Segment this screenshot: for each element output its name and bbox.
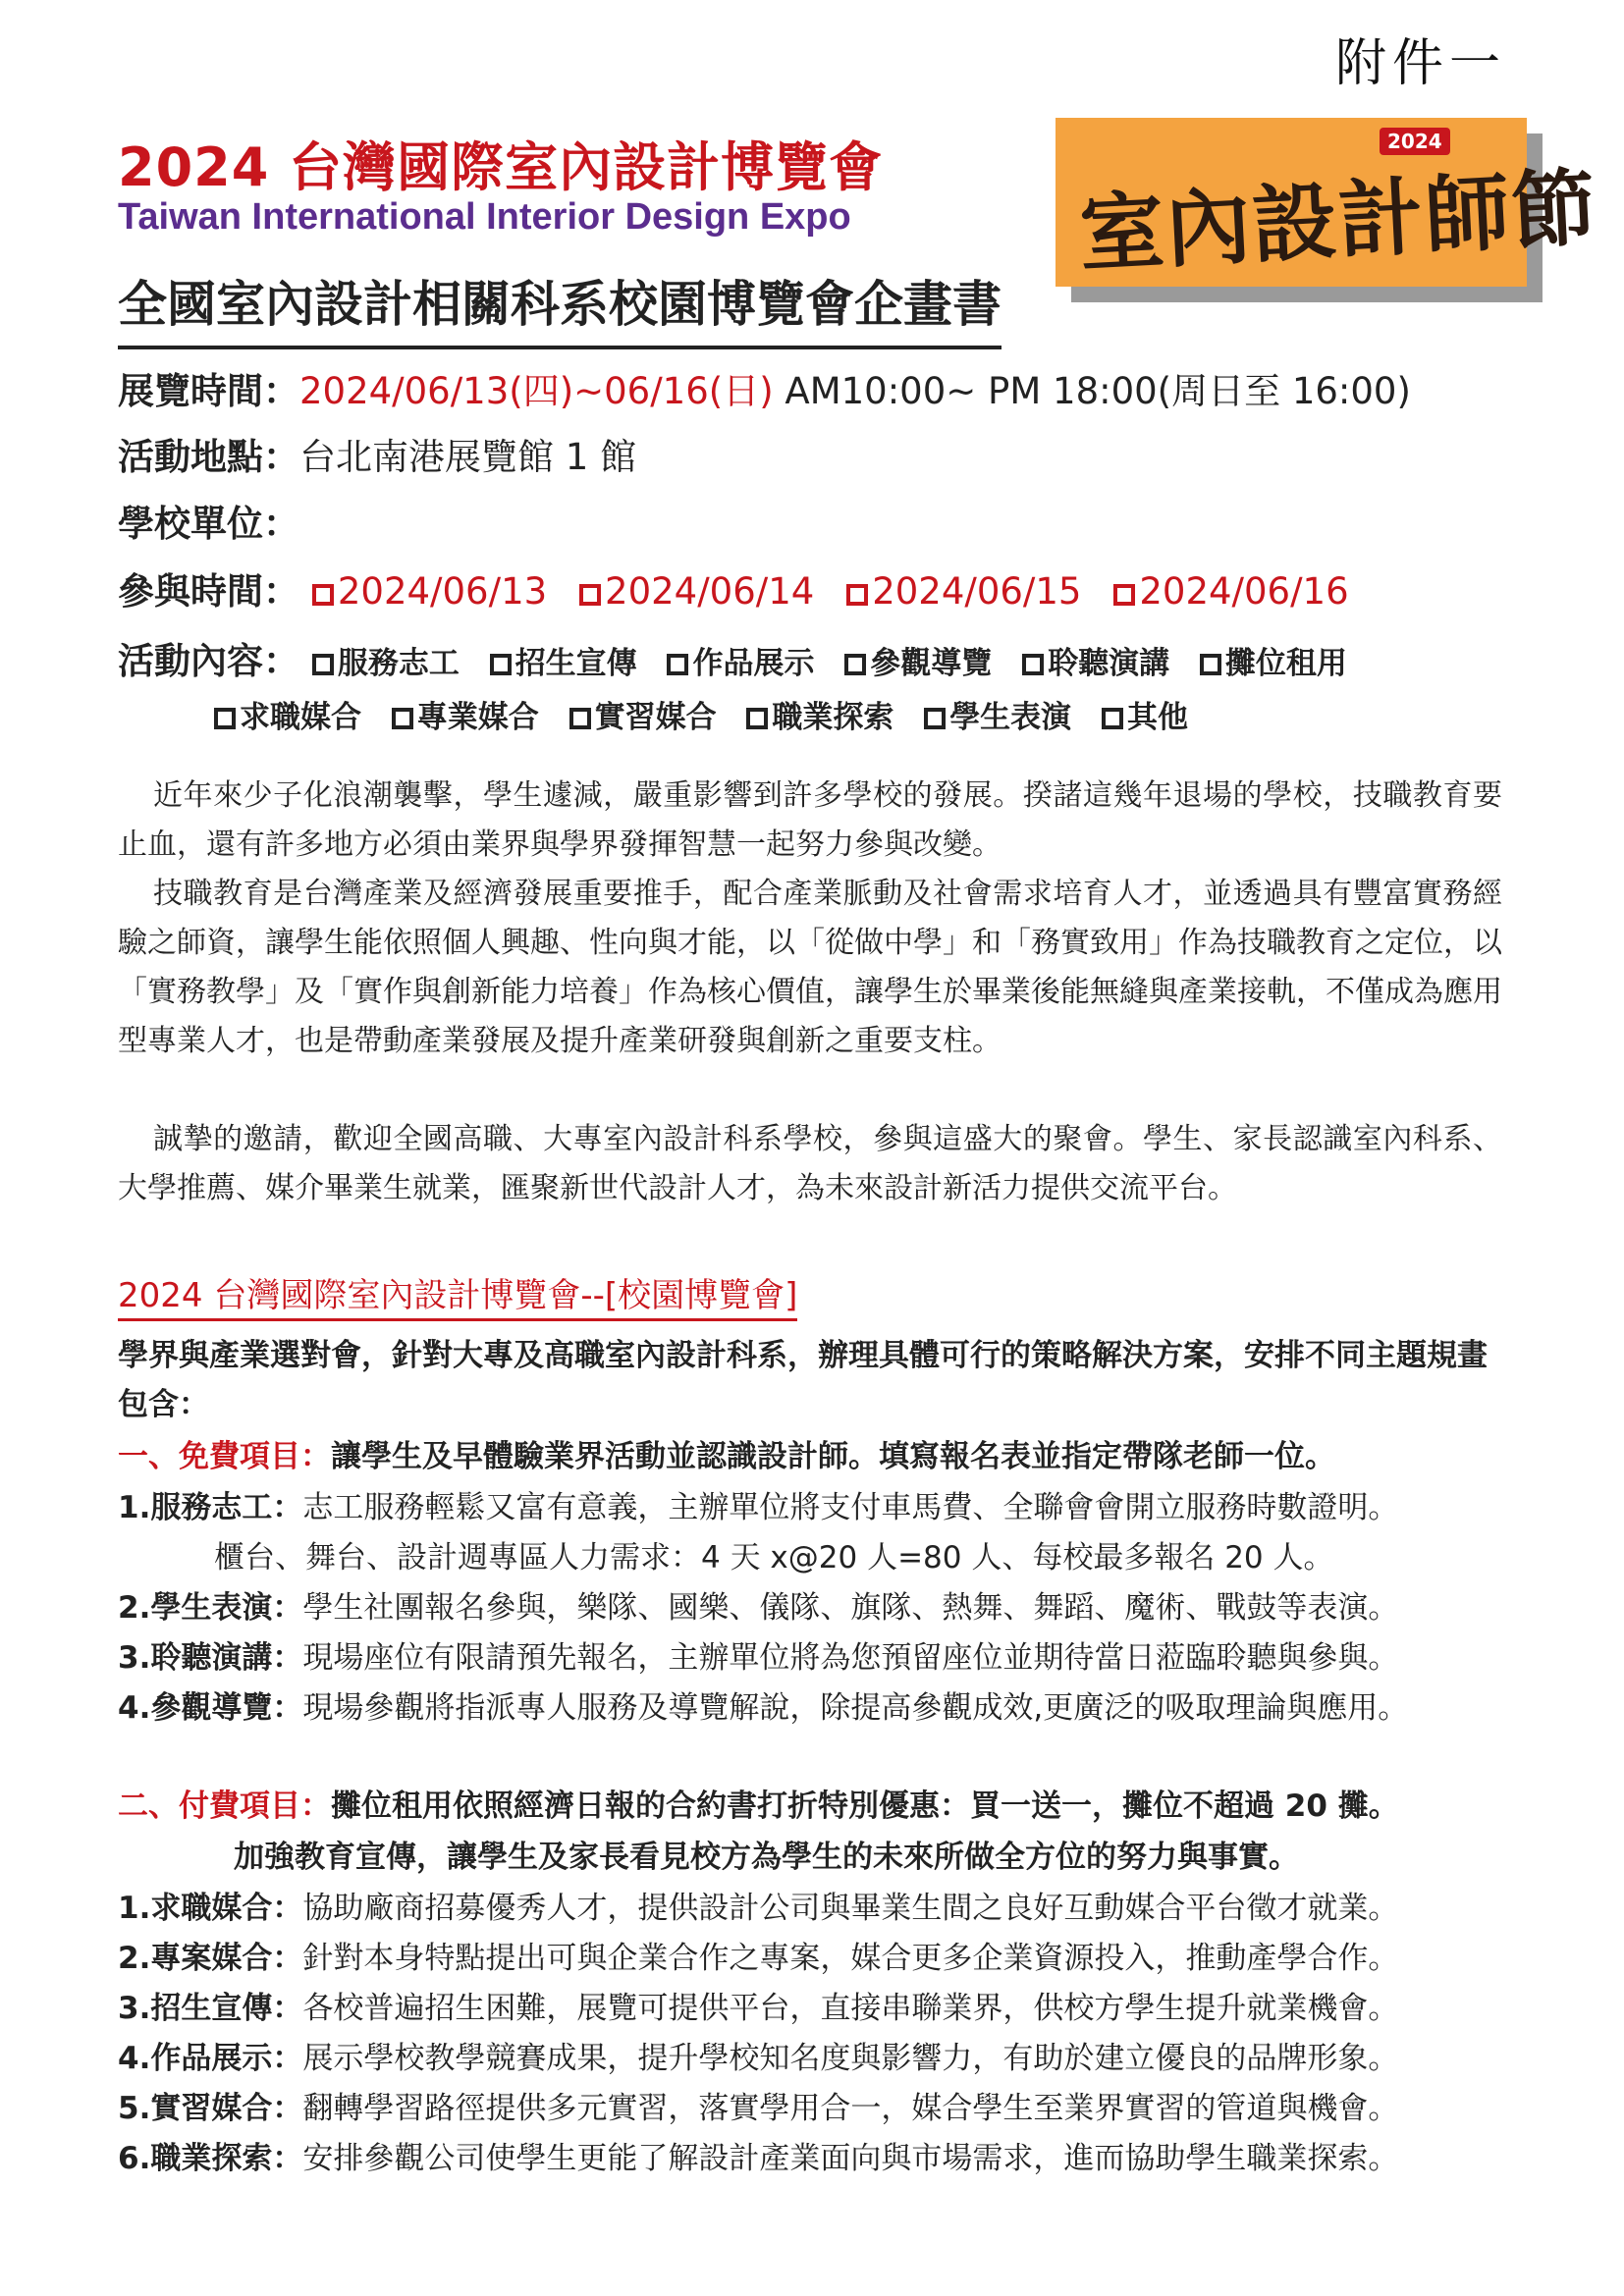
checkbox-icon [1102, 708, 1123, 729]
date-option[interactable]: 2024/06/16 [1113, 570, 1348, 613]
free-item: 1.服務志工：志工服務輕鬆又富有意義，主辦單位將支付車馬費、全聯會會開立服務時數證明。 [118, 1490, 1399, 1525]
content-option[interactable]: 服務志工 [312, 646, 460, 681]
content-option[interactable]: 專業媒合 [392, 700, 539, 735]
page-subtitle: 全國室內設計相關科系校園博覽會企畫書 [118, 265, 1001, 349]
free-items-label: 一、免費項目： [118, 1439, 331, 1474]
paid-item: 1.求職媒合：協助廠商招募優秀人才，提供設計公司與畢業生間之良好互動媒合平台徵才就業。 [118, 1891, 1399, 1926]
paid-item: 2.專案媒合：針對本身特點提出可與企業合作之專案，媒合更多企業資源投入，推動產學合作。 [118, 1941, 1399, 1976]
checkbox-icon [569, 708, 591, 729]
section-intro: 學界與產業選對會，針對大專及高職室內設計科系，辦理具體可行的策略解決方案，安排不同主題規畫包含： [118, 1338, 1488, 1422]
checkbox-icon [1200, 654, 1221, 675]
paragraph-1: 近年來少子化浪潮襲擊，學生遽減，嚴重影響到許多學校的發展。揆諸這幾年退場的學校，技職教育要止血，還有許多地方必須由業界與學界發揮智慧一起努力參與改變。 [118, 778, 1502, 862]
checkbox-icon [844, 654, 866, 675]
exhibition-time-label: 展覽時間： [118, 370, 299, 412]
checkbox-icon [1022, 654, 1044, 675]
participation-label: 參與時間： [118, 570, 299, 613]
paid-item: 3.招生宣傳：各校普遍招生困難，展覽可提供平台，直接串聯業界，供校方學生提升就業機會。 [118, 1991, 1399, 2026]
content-label: 活動內容： [118, 640, 299, 682]
content-option[interactable]: 作品展示 [667, 646, 814, 681]
content-option[interactable]: 求職媒合 [214, 700, 361, 735]
content-option[interactable]: 學生表演 [924, 700, 1071, 735]
page-title-english: Taiwan International Interior Design Expo [118, 196, 851, 238]
content-option[interactable]: 職業探索 [746, 700, 893, 735]
free-items-heading [118, 1431, 1335, 1475]
content-option[interactable]: 參觀導覽 [844, 646, 992, 681]
exhibition-time-row [118, 361, 1411, 414]
checkbox-icon [846, 584, 868, 606]
paragraph-3: 誠摯的邀請，歡迎全國高職、大專室內設計科系學校，參與這盛大的聚會。學生、家長認識室內科系、大學推薦、媒介畢業生就業，匯聚新世代設計人才，為未來設計新活力提供交流平台。 [118, 1122, 1502, 1205]
checkbox-icon [312, 654, 334, 675]
content-row-2 [214, 692, 1208, 736]
date-option[interactable]: 2024/06/14 [579, 570, 814, 613]
checkbox-icon [312, 584, 334, 606]
logo-text: 室內設計師節 [1077, 158, 1600, 285]
checkbox-icon [579, 584, 601, 606]
paragraph-2: 技職教育是台灣產業及經濟發展重要推手，配合產業脈動及社會需求培育人才，並透過具有豐富實務經驗之師資，讓學生能依照個人興趣、性向與才能，以「從做中學」和「務實致用」作為技職教育之定位，以「實務教學」及「實作與創新能力培養」作為核心價值，讓學生於畢業後能無縫與產業接軌，不僅成為應用型專業人才，也是帶動產業發展及提升產業研發與創新之重要支柱。 [118, 877, 1502, 1058]
free-items-desc: 讓學生及早體驗業界活動並認識設計師。填寫報名表並指定帶隊老師一位。 [331, 1439, 1335, 1474]
checkbox-icon [392, 708, 413, 729]
free-item: 2.學生表演：學生社團報名參與，樂隊、國樂、儀隊、旗隊、熱舞、舞蹈、魔術、戰鼓等表演。 [118, 1590, 1399, 1626]
checkbox-icon [924, 708, 946, 729]
logo-year-badge: 2024 [1380, 128, 1450, 155]
venue-label: 活動地點： [118, 436, 299, 478]
paid-item: 4.作品展示：展示學校教學競賽成果，提升學校知名度與影響力，有助於建立優良的品牌形象。 [118, 2041, 1399, 2076]
paid-items-heading [118, 1781, 1399, 1825]
exhibition-time-value: 2024/06/13(四)~06/16(日) [299, 370, 774, 412]
checkbox-icon [746, 708, 768, 729]
free-item: 3.聆聽演講：現場座位有限請預先報名，主辦單位將為您預留座位並期待當日蒞臨聆聽與參與。 [118, 1640, 1399, 1676]
school-row [118, 494, 299, 547]
content-option[interactable]: 攤位租用 [1200, 646, 1347, 681]
venue-row [118, 427, 636, 480]
date-option[interactable]: 2024/06/15 [846, 570, 1081, 613]
paid-item: 5.實習媒合：翻轉學習路徑提供多元實習，落實學用合一，媒合學生至業界實習的管道與機會。 [118, 2091, 1399, 2126]
paid-item: 6.職業探索：安排參觀公司使學生更能了解設計產業面向與市場需求，進而協助學生職業探索。 [118, 2141, 1399, 2176]
checkbox-icon [490, 654, 512, 675]
participation-row [118, 561, 1369, 614]
content-option[interactable]: 招生宣傳 [490, 646, 637, 681]
page-title: 2024 台灣國際室內設計博覽會 [118, 136, 884, 198]
checkbox-icon [1113, 584, 1135, 606]
paid-items-label: 二、付費項目： [118, 1789, 331, 1824]
section-title: 2024 台灣國際室內設計博覽會--[校園博覽會] [118, 1268, 797, 1321]
checkbox-icon [214, 708, 236, 729]
venue-value: 台北南港展覽館 1 館 [299, 436, 637, 478]
content-option[interactable]: 其他 [1102, 700, 1188, 735]
exhibition-time-hours: AM10:00~ PM 18:00(周日至 16:00) [773, 370, 1411, 412]
content-row-1 [118, 631, 1367, 684]
paid-items-desc2: 加強教育宣傳，讓學生及家長看見校方為學生的未來所做全方位的努力與事實。 [234, 1840, 1299, 1875]
checkbox-icon [667, 654, 688, 675]
content-option[interactable]: 聆聽演講 [1022, 646, 1169, 681]
event-logo [1056, 118, 1600, 287]
free-item: 櫃台、舞台、設計週專區人力需求：4 天 x@20 人=80 人、每校最多報名 20 人。 [214, 1540, 1334, 1575]
free-item: 4.參觀導覽：現場參觀將指派專人服務及導覽解說，除提高參觀成效,更廣泛的吸取理論與應用。 [118, 1690, 1409, 1726]
attachment-label: 附件一 [1334, 34, 1506, 93]
date-option[interactable]: 2024/06/13 [312, 570, 547, 613]
content-option[interactable]: 實習媒合 [569, 700, 717, 735]
school-label: 學校單位： [118, 503, 299, 545]
paid-items-desc: 攤位租用依照經濟日報的合約書打折特別優惠：買一送一，攤位不超過 20 攤。 [331, 1789, 1399, 1824]
